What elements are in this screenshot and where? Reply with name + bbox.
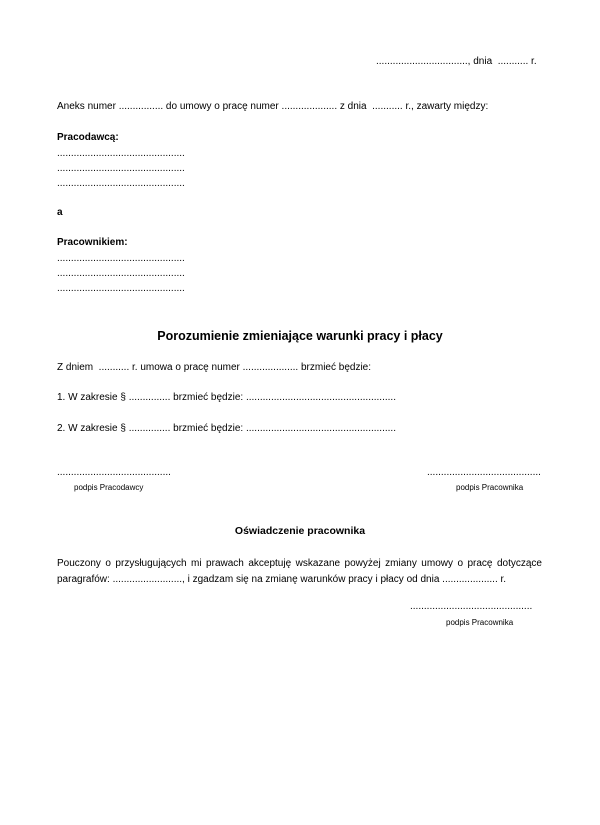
- statement-title: Oświadczenie pracownika: [234, 525, 366, 537]
- employer-line-2: ..............................................: [57, 163, 185, 174]
- employee-signature-line: .........................................: [427, 467, 541, 478]
- employee-line-2: ..............................................: [57, 268, 185, 279]
- statement-signature-caption: podpis Pracownika: [446, 618, 514, 627]
- employee-signature-caption: podpis Pracownika: [456, 483, 524, 492]
- employer-label: Pracodawcą:: [57, 132, 119, 143]
- statement-signature-line: ............................................: [410, 601, 533, 612]
- agreement-item-1: 1. W zakresie § ............... brzmieć będzie: ......................................................: [57, 392, 396, 403]
- employee-line-3: ..............................................: [57, 283, 185, 294]
- agreement-title: Porozumienie zmieniające warunki pracy i płacy: [157, 329, 443, 343]
- agreement-item-2: 2. W zakresie § ............... brzmieć będzie: ......................................................: [57, 423, 396, 434]
- annex-line: Aneks numer ................ do umowy o pracę numer .................... z dnia ........... r., zawarty między:: [57, 101, 489, 112]
- agreement-intro: Z dniem ........... r. umowa o pracę numer .................... brzmieć będzie:: [57, 362, 371, 373]
- employer-line-1: ..............................................: [57, 148, 185, 159]
- connector-text: a: [57, 207, 63, 218]
- employer-signature-line: .........................................: [57, 467, 171, 478]
- employer-signature-caption: podpis Pracodawcy: [74, 483, 144, 492]
- place-date-line: ................................., dnia ........... r.: [376, 56, 537, 67]
- employee-label: Pracownikiem:: [57, 237, 128, 248]
- employer-line-3: ..............................................: [57, 178, 185, 189]
- statement-text: Pouczony o przysługujących mi prawach akceptuję wskazane powyżej zmiany umowy o pracę dotyczące paragrafów: ........................., i zgadzam się na zmianę warunków pracy i płacy od dnia .................... r.: [57, 558, 542, 585]
- employee-line-1: ..............................................: [57, 253, 185, 264]
